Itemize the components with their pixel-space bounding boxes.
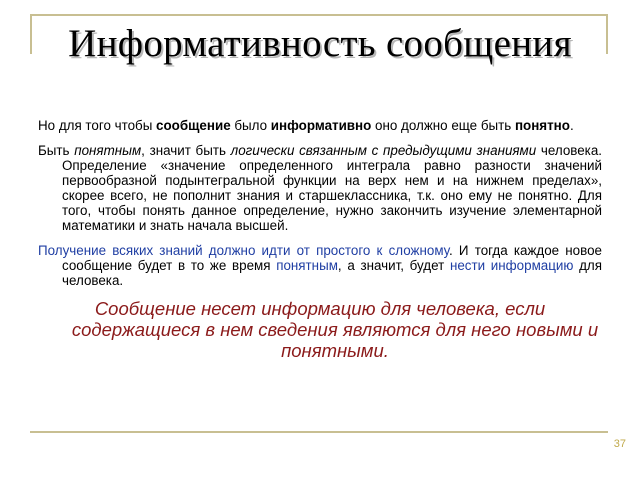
p3-text-3: для человека.	[62, 258, 602, 288]
page-number: 37	[613, 438, 626, 450]
frame-right-line	[606, 14, 608, 54]
p1-text-1: Но для того чтобы	[38, 118, 157, 133]
paragraph-3	[38, 243, 602, 288]
slide-title: Информативность сообщения	[68, 22, 572, 65]
p2-text-3: человека. Определение «значение определенного интеграла равно разности значений первообразной подынтегральной функции на верх нем и на нижнем пределах», скорее всего, не пополнит знания и старшеклассника, т.к. оно ему не понятно. Для того, чтобы понять данное определение, нужно закончить изучение элементарной математики и знать начала высшей.	[62, 143, 602, 233]
p3-blue-3: нести информацию	[449, 258, 574, 273]
p1-bold-2: информативно	[270, 118, 372, 133]
p1-bold-1: сообщение	[156, 118, 231, 133]
conclusion-statement: Сообщение несет информацию для человека, если содержащиеся в нем сведения являются для него новыми и понятными.	[71, 298, 599, 361]
frame-left-line	[30, 14, 32, 54]
p2-text-1: Быть	[38, 143, 75, 158]
p3-text-2: , а значит, будет	[337, 258, 450, 273]
p3-text-1: . И тогда каждое новое сообщение будет в то же время	[62, 243, 602, 273]
p1-bold-3: понятно	[514, 118, 570, 133]
p3-blue-1: Получение всяких знаний должно идти от простого к сложному	[38, 243, 450, 258]
p2-italic-1: понятным	[74, 143, 142, 158]
p1-text-3: оно должно еще быть	[371, 118, 515, 133]
p1-text-2: было	[230, 118, 271, 133]
p2-italic-2: логически связанным с предыдущими знаниями	[230, 143, 537, 158]
paragraph-2	[38, 143, 602, 233]
frame-bottom-line	[30, 431, 608, 433]
frame-top-line	[30, 14, 608, 16]
p2-text-2: , значит быть	[141, 143, 231, 158]
slide-body	[38, 118, 602, 361]
p3-blue-2: понятным	[276, 258, 338, 273]
paragraph-1	[38, 118, 602, 133]
p1-text-4: .	[569, 118, 574, 133]
